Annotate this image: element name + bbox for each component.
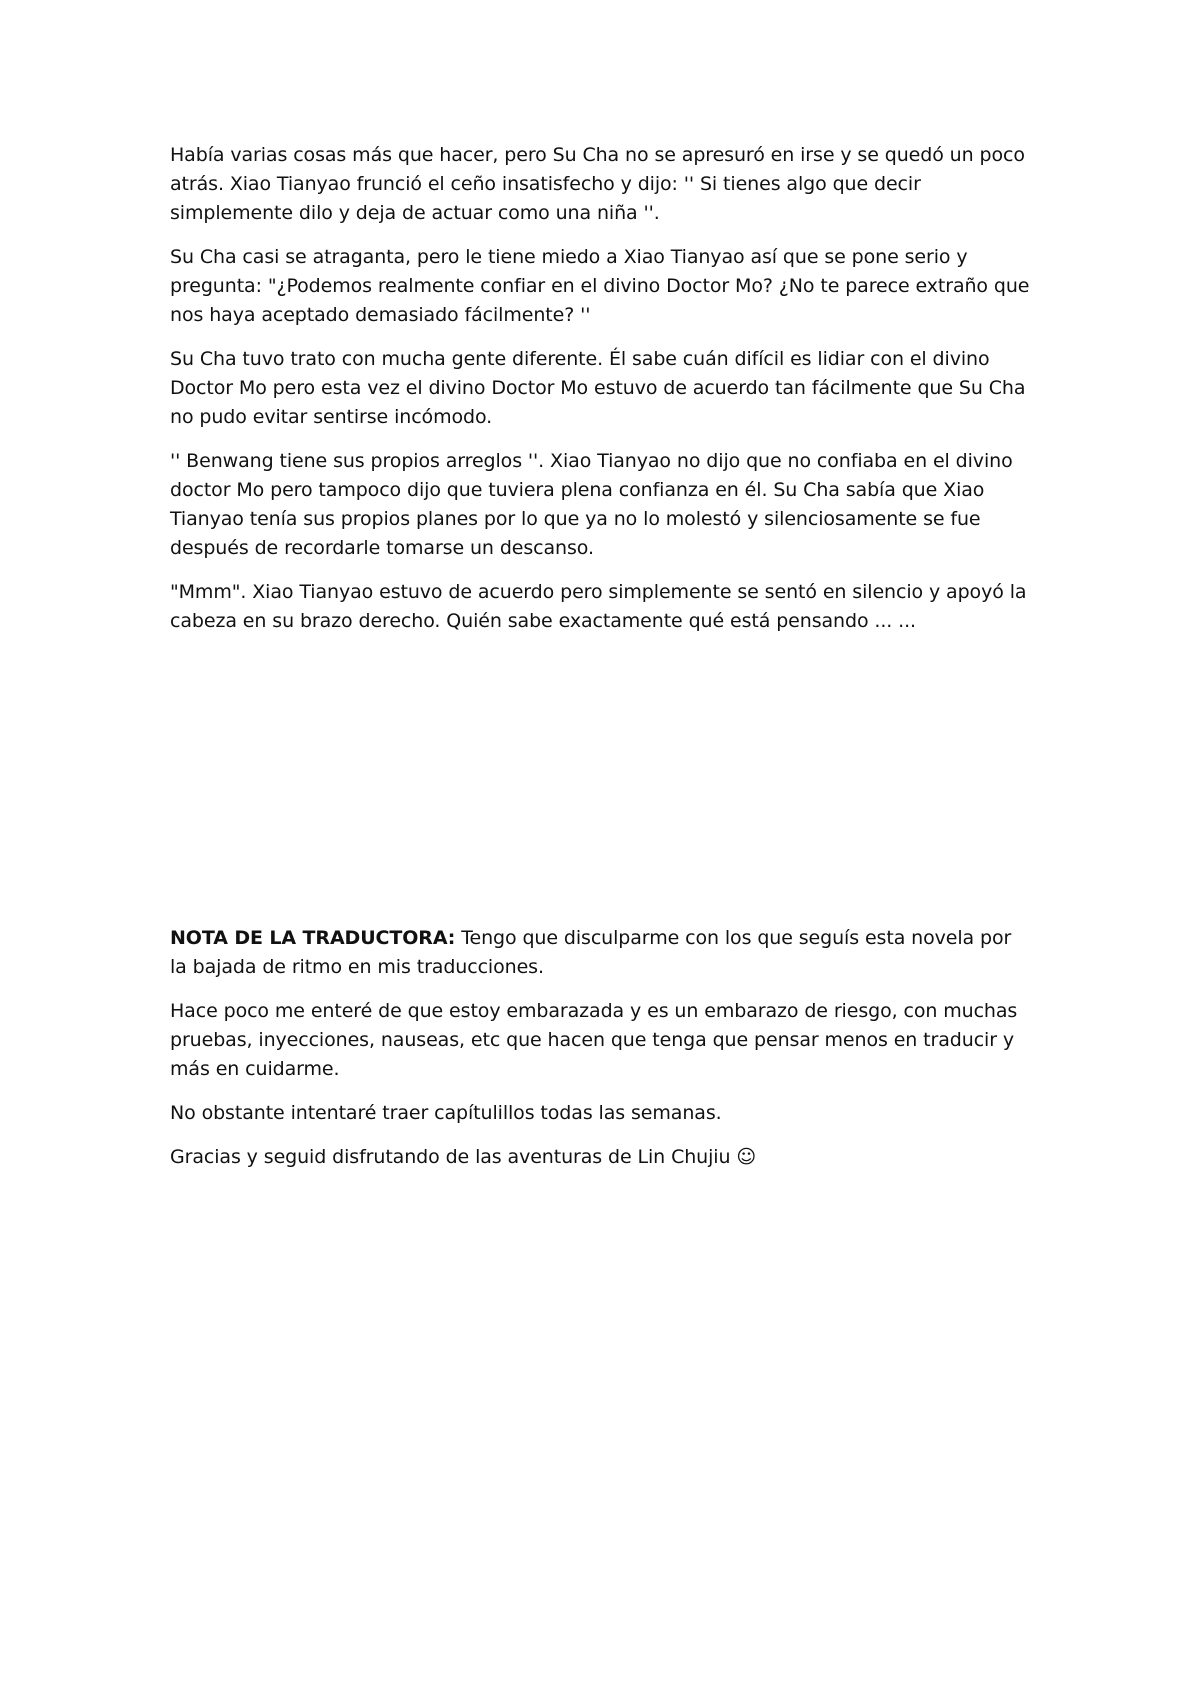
note-paragraph-3: No obstante intentaré traer capítulillos todas las semanas. — [170, 1102, 722, 1124]
note-paragraph-4: Gracias y seguid disfrutando de las aventuras de Lin Chujiu ☺ — [170, 1146, 757, 1168]
note-paragraph-1 — [170, 924, 1030, 982]
story-paragraph-4: '' Benwang tiene sus propios arreglos ''. Xiao Tianyao no dijo que no confiaba en el divino doctor Mo pero tampoco dijo que tuviera plena confianza en él. Su Cha sabía que Xiao Tianyao tenía sus propios planes por lo que ya no lo molestó y silenciosamente se fue después de recordarle tomarse un descanso. — [170, 450, 1013, 559]
story-text — [170, 141, 1030, 651]
note-heading: NOTA DE LA TRADUCTORA: — [170, 927, 456, 949]
note-first-text: Tengo que disculparme con los que seguís esta novela por la bajada de ritmo en mis traducciones. — [170, 927, 1012, 978]
story-paragraph-5: "Mmm". Xiao Tianyao estuvo de acuerdo pero simplemente se sentó en silencio y apoyó la cabeza en su brazo derecho. Quién sabe exactamente qué está pensando ... ... — [170, 581, 1027, 632]
translator-note — [170, 924, 1030, 1187]
story-paragraph-1: Había varias cosas más que hacer, pero Su Cha no se apresuró en irse y se quedó un poco atrás. Xiao Tianyao frunció el ceño insatisfecho y dijo: '' Si tienes algo que decir simplemente dilo y deja de actuar como una niña ''. — [170, 144, 1025, 224]
story-paragraph-3: Su Cha tuvo trato con mucha gente diferente. Él sabe cuán difícil es lidiar con el divino Doctor Mo pero esta vez el divino Doctor Mo estuvo de acuerdo tan fácilmente que Su Cha no pudo evitar sentirse incómodo. — [170, 348, 1026, 428]
note-paragraph-2: Hace poco me enteré de que estoy embarazada y es un embarazo de riesgo, con muchas pruebas, inyecciones, nauseas, etc que hacen que tenga que pensar menos en traducir y más en cuidarme. — [170, 1000, 1018, 1080]
story-paragraph-2: Su Cha casi se atraganta, pero le tiene miedo a Xiao Tianyao así que se pone serio y pregunta: "¿Podemos realmente confiar en el divino Doctor Mo? ¿No te parece extraño que nos haya aceptado demasiado fácilmente? '' — [170, 246, 1030, 326]
